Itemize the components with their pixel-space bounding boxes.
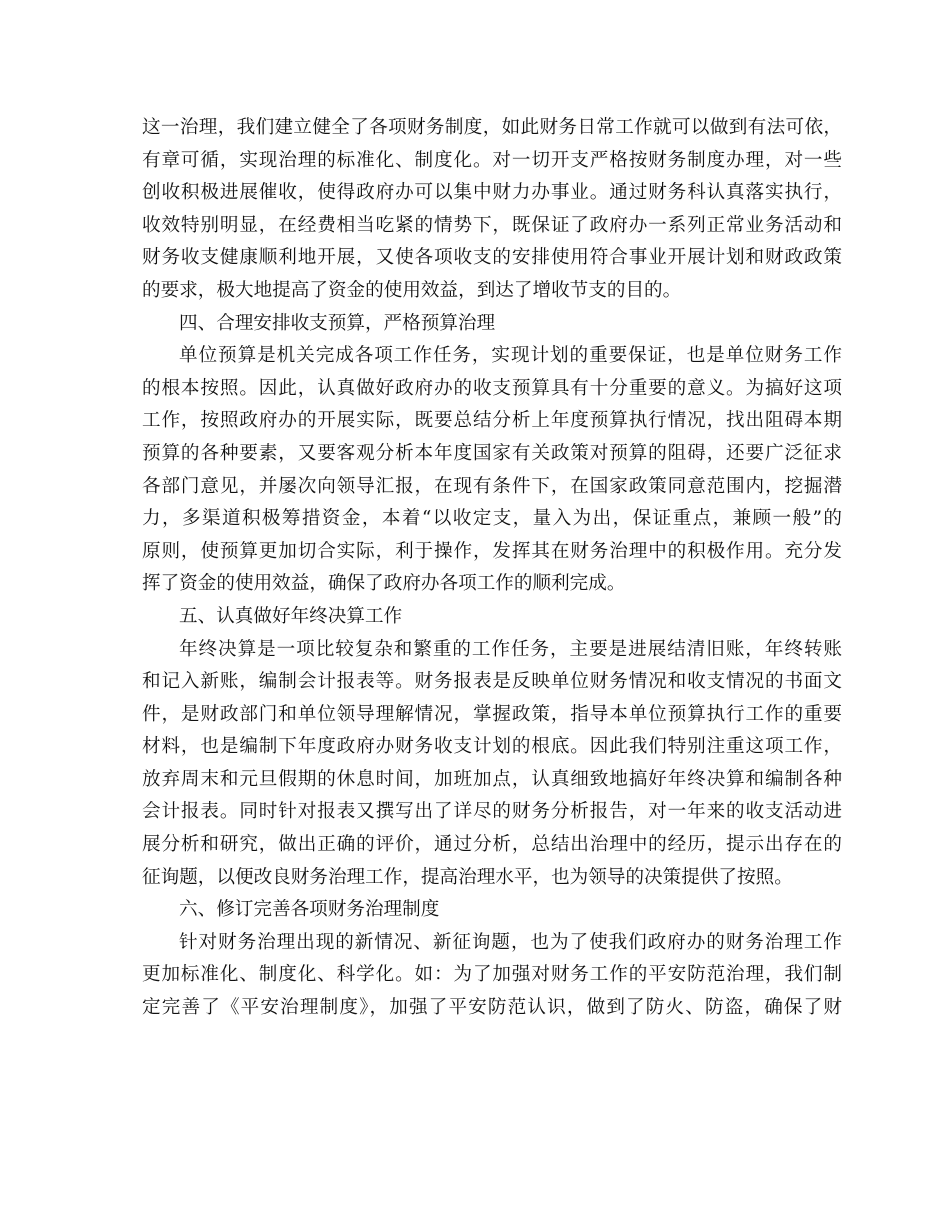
text-line: 件，是财政部门和单位领导理解情况，掌握政策，指导本单位预算执行工作的重要 — [142, 703, 842, 725]
section-heading-5: 五、认真做好年终决算工作 — [179, 605, 403, 627]
text-line: 原则，使预算更加切合实际，利于操作，发挥其在财务治理中的积极作用。充分发 — [142, 540, 842, 562]
text-line: 创收积极进展催收，使得政府办可以集中财力办事业。通过财务科认真落实执行， — [142, 182, 842, 204]
text-line: 展分析和研究，做出正确的评价，通过分析，总结出治理中的经历，提示出存在的 — [142, 834, 842, 856]
text-line: 挥了资金的使用效益，确保了政府办各项工作的顺利完成。 — [142, 573, 626, 595]
text-line: 的要求，极大地提高了资金的使用效益，到达了增收节支的目的。 — [142, 279, 682, 301]
section-heading-4: 四、合理安排收支预算，严格预算治理 — [179, 312, 496, 334]
text-line: 和记入新账，编制会计报表等。财务报表是反映单位财务情况和收支情况的书面文 — [142, 671, 842, 693]
text-line: 收效特别明显，在经费相当吃紧的情势下，既保证了政府办一系列正常业务活动和 — [142, 214, 842, 236]
text-line: 力，多渠道积极筹措资金，本着“以收定支，量入为出，保证重点，兼顾一般”的 — [142, 508, 842, 530]
text-line: 单位预算是机关完成各项工作任务，实现计划的重要保证，也是单位财务工作 — [179, 345, 842, 367]
text-line: 预算的各种要素，又要客观分析本年度国家有关政策对预算的阻碍，还要广泛征求 — [142, 442, 842, 464]
text-line: 财务收支健康顺利地开展，又使各项收支的安排使用符合事业开展计划和财政政策 — [142, 247, 842, 269]
body-text — [142, 112, 842, 1025]
text-line: 征询题，以便改良财务治理工作，提高治理水平，也为领导的决策提供了按照。 — [142, 866, 793, 888]
text-line: 定完善了《平安治理制度》，加强了平安防范认识，做到了防火、防盗，确保了财 — [142, 997, 842, 1019]
section-heading-6: 六、修订完善各项财务治理制度 — [179, 899, 440, 921]
text-line: 这一治理，我们建立健全了各项财务制度，如此财务日常工作就可以做到有法可依， — [142, 117, 842, 138]
text-line: 的根本按照。因此，认真做好政府办的收支预算具有十分重要的意义。为搞好这项 — [142, 377, 842, 399]
text-line: 工作，按照政府办的开展实际，既要总结分析上年度预算执行情况，找出阻碍本期 — [142, 410, 842, 432]
text-line: 会计报表。同时针对报表又撰写出了详尽的财务分析报告，对一年来的收支活动进 — [142, 801, 842, 823]
text-line: 有章可循，实现治理的标准化、制度化。对一切开支严格按财务制度办理，对一些 — [142, 149, 842, 171]
text-line: 各部门意见，并屡次向领导汇报，在现有条件下，在国家政策同意范围内，挖掘潜 — [142, 475, 842, 497]
text-line: 材料，也是编制下年度政府办财务收支计划的根底。因此我们特别注重这项工作， — [142, 736, 842, 758]
text-line: 更加标准化、制度化、科学化。如：为了加强对财务工作的平安防范治理，我们制 — [142, 964, 842, 986]
text-line: 年终决算是一项比较复杂和繁重的工作任务，主要是进展结清旧账，年终转账 — [179, 638, 842, 660]
text-line: 针对财务治理出现的新情况、新征询题，也为了使我们政府办的财务治理工作 — [179, 931, 842, 953]
text-line: 放弃周末和元旦假期的休息时间，加班加点，认真细致地搞好年终决算和编制各种 — [142, 768, 842, 790]
